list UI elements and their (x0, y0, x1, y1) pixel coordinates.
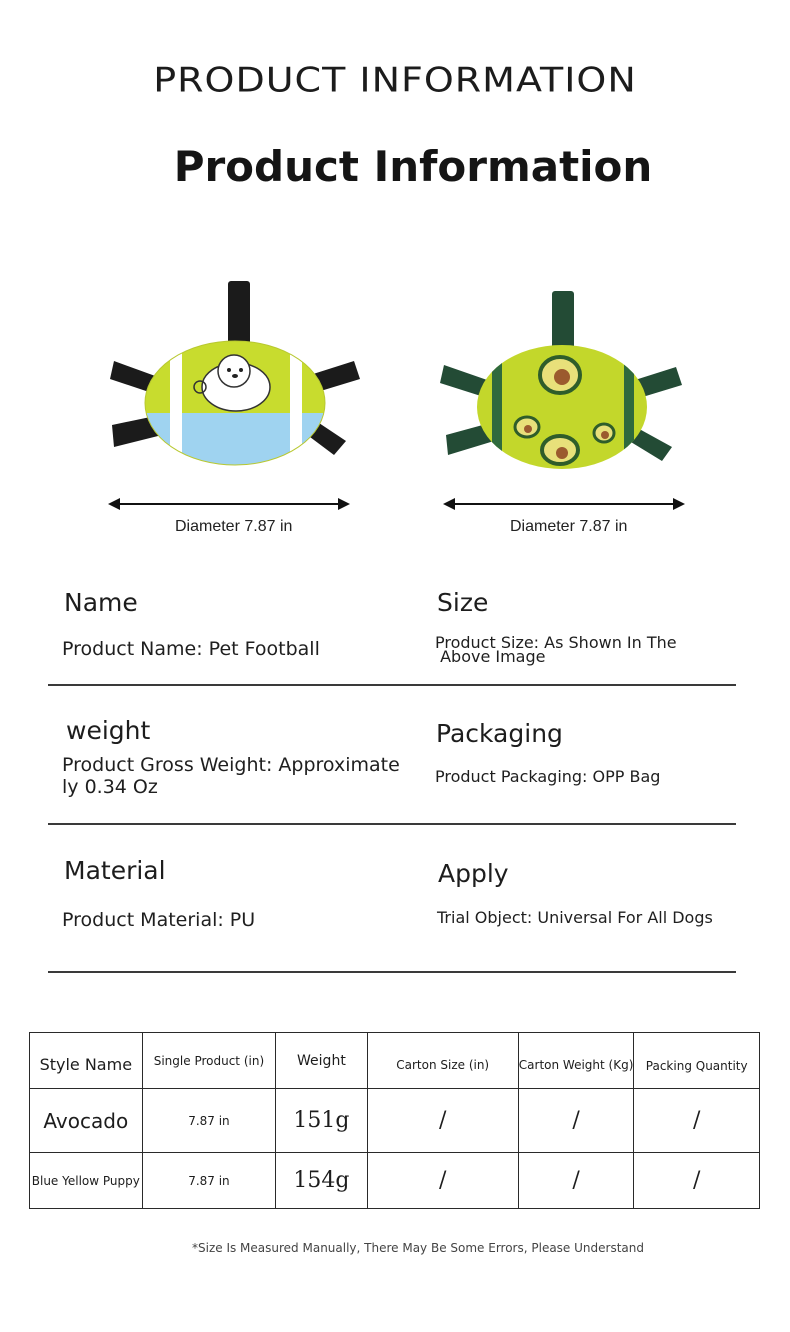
puppy-football-icon (100, 275, 370, 475)
avocado-football-icon (432, 285, 692, 475)
spec-heading-name: Name (64, 588, 138, 617)
spec-value-weight-line1: Product Gross Weight: Approximate (62, 754, 400, 776)
divider (48, 823, 736, 825)
header-english-caps: PRODUCT INFORMATION (153, 60, 637, 100)
table-cell: / (518, 1089, 634, 1153)
spec-heading-packaging: Packaging (436, 719, 563, 748)
table-cell: / (634, 1089, 760, 1153)
table-row (30, 1153, 760, 1209)
product-image-puppy-ball (100, 275, 370, 475)
diameter-arrow (118, 503, 340, 505)
table-cell: / (367, 1089, 518, 1153)
spec-heading-size: Size (437, 588, 489, 617)
spec-value-name: Product Name: Pet Football (62, 638, 320, 660)
table-cell: Blue Yellow Puppy (30, 1153, 143, 1209)
spec-value-material: Product Material: PU (62, 909, 256, 931)
spec-value-size-line1: Product Size: As Shown In The (435, 633, 677, 652)
table-header-row (30, 1033, 760, 1089)
divider (48, 971, 736, 973)
table-cell: 7.87 in (142, 1089, 276, 1153)
spec-value-size (435, 633, 677, 666)
diameter-label: Diameter 7.87 in (175, 518, 293, 535)
table-cell: Avocado (30, 1089, 143, 1153)
table-header-cell: Packing Quantity (634, 1033, 760, 1089)
product-image-avocado-ball (432, 285, 692, 475)
footnote: *Size Is Measured Manually, There May Be Some Errors, Please Understand (192, 1241, 644, 1255)
table-header-cell: Carton Size (in) (367, 1033, 518, 1089)
spec-heading-material: Material (64, 856, 166, 885)
table-cell: / (367, 1153, 518, 1209)
spec-heading-apply: Apply (438, 859, 509, 888)
diameter-label: Diameter 7.87 in (510, 518, 628, 535)
table-cell: / (634, 1153, 760, 1209)
page-title: Product Information (173, 142, 653, 191)
spec-value-weight-line2: ly 0.34 Oz (62, 776, 158, 798)
divider (48, 684, 736, 686)
table-cell: 7.87 in (142, 1153, 276, 1209)
table-header-cell: Carton Weight (Kg) (518, 1033, 634, 1089)
table-cell: 154g (276, 1153, 367, 1209)
spec-value-weight (62, 754, 400, 798)
spec-table (29, 1032, 760, 1209)
table-header-cell: Single Product (in) (142, 1033, 276, 1089)
spec-value-size-line2: Above Image (435, 647, 546, 666)
table-header-cell: Weight (276, 1033, 367, 1089)
spec-value-packaging: Product Packaging: OPP Bag (435, 767, 661, 786)
diameter-arrow (453, 503, 675, 505)
table-cell: 151g (276, 1089, 367, 1153)
spec-heading-weight: weight (66, 716, 151, 745)
table-row (30, 1089, 760, 1153)
table-header-cell: Style Name (30, 1033, 143, 1089)
table-cell: / (518, 1153, 634, 1209)
spec-value-apply: Trial Object: Universal For All Dogs (437, 908, 713, 927)
